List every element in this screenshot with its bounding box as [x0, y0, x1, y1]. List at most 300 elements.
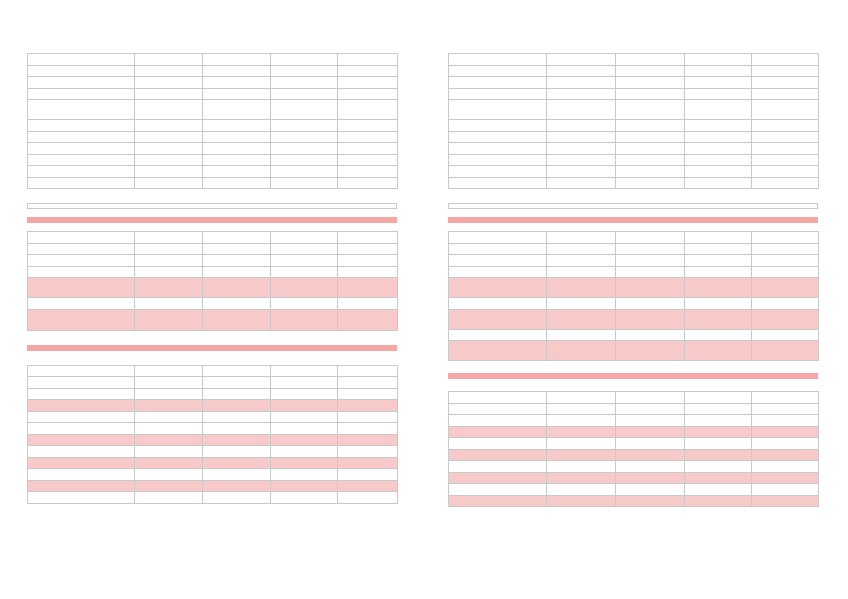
table-row	[28, 434, 398, 446]
row-label	[28, 154, 135, 166]
table-cell	[271, 423, 338, 435]
table-cell	[547, 472, 616, 484]
table-row	[28, 480, 398, 492]
table-cell	[338, 120, 398, 132]
table-cell	[135, 492, 203, 504]
table-cell	[338, 166, 398, 178]
table-row	[449, 166, 819, 178]
table-cell	[135, 266, 203, 278]
header-cell	[271, 365, 338, 377]
row-label	[28, 243, 135, 255]
table-cell	[135, 400, 203, 412]
table-cell	[752, 65, 819, 77]
table-cell	[338, 243, 398, 255]
table-cell	[203, 120, 271, 132]
row-label	[28, 266, 135, 278]
row-label	[449, 329, 547, 341]
table-row	[28, 469, 398, 481]
table-cell	[616, 298, 685, 310]
table-cell	[547, 341, 616, 361]
table-cell	[135, 77, 203, 89]
table-cell	[752, 243, 819, 255]
row-label	[449, 309, 547, 329]
table-cell	[203, 469, 271, 481]
table-cell	[135, 154, 203, 166]
header-cell	[135, 365, 203, 377]
table-row	[449, 461, 819, 473]
table-cell	[135, 131, 203, 143]
table-cell	[203, 377, 271, 389]
table-cell	[135, 166, 203, 178]
table-row	[28, 65, 398, 77]
row-label	[28, 469, 135, 481]
table-row	[449, 143, 819, 155]
header-cell	[449, 392, 547, 404]
header-cell	[547, 54, 616, 66]
row-label	[449, 298, 547, 310]
table-cell	[685, 255, 752, 267]
table-row	[449, 65, 819, 77]
table-cell	[203, 298, 271, 310]
header-cell	[28, 54, 135, 66]
row-label	[28, 457, 135, 469]
table-cell	[203, 278, 271, 298]
table-cell	[135, 177, 203, 189]
table-cell	[547, 100, 616, 120]
table-cell	[338, 388, 398, 400]
table-cell	[203, 388, 271, 400]
table-cell	[135, 469, 203, 481]
table-cell	[203, 143, 271, 155]
table-cell	[685, 438, 752, 450]
table-row	[28, 298, 398, 310]
table-cell	[135, 298, 203, 310]
table-cell	[685, 154, 752, 166]
table-row	[28, 278, 398, 298]
row-label	[449, 415, 547, 427]
table-cell	[752, 266, 819, 278]
table-cell	[752, 472, 819, 484]
table-row	[449, 100, 819, 120]
table-cell	[271, 480, 338, 492]
table-cell	[752, 278, 819, 298]
row-label	[449, 166, 547, 178]
header-cell	[135, 232, 203, 244]
table-cell	[685, 120, 752, 132]
table-cell	[135, 457, 203, 469]
table-cell	[752, 143, 819, 155]
table-row	[28, 154, 398, 166]
table-row	[28, 143, 398, 155]
table-cell	[338, 266, 398, 278]
table-cell	[616, 309, 685, 329]
table-cell	[685, 65, 752, 77]
table-cell	[338, 143, 398, 155]
table-row	[28, 243, 398, 255]
table-cell	[752, 329, 819, 341]
results-table	[27, 365, 398, 504]
table-cell	[685, 329, 752, 341]
table-row	[449, 88, 819, 100]
table-cell	[203, 166, 271, 178]
row-label	[28, 120, 135, 132]
table-row	[28, 255, 398, 267]
table-cell	[547, 461, 616, 473]
row-label	[449, 243, 547, 255]
table-cell	[203, 411, 271, 423]
table-cell	[203, 255, 271, 267]
table-cell	[616, 449, 685, 461]
row-label	[28, 400, 135, 412]
row-label	[28, 298, 135, 310]
table-cell	[338, 434, 398, 446]
table-cell	[685, 88, 752, 100]
table-cell	[271, 77, 338, 89]
table-cell	[338, 65, 398, 77]
table-cell	[685, 472, 752, 484]
table-cell	[752, 461, 819, 473]
header-row	[28, 54, 398, 66]
table-cell	[616, 143, 685, 155]
table-row	[28, 100, 398, 120]
table-cell	[338, 309, 398, 330]
table-row	[449, 403, 819, 415]
table-cell	[616, 484, 685, 496]
table-cell	[685, 415, 752, 427]
table-row	[28, 177, 398, 189]
table-cell	[271, 177, 338, 189]
table-cell	[135, 100, 203, 120]
table-cell	[203, 446, 271, 458]
header-cell	[338, 365, 398, 377]
table-cell	[547, 426, 616, 438]
table-cell	[752, 131, 819, 143]
row-label	[449, 154, 547, 166]
table-cell	[616, 154, 685, 166]
table-cell	[616, 329, 685, 341]
header-cell	[338, 54, 398, 66]
table-cell	[685, 278, 752, 298]
table-cell	[547, 243, 616, 255]
table-cell	[271, 411, 338, 423]
row-label	[449, 449, 547, 461]
table-row	[449, 278, 819, 298]
table-cell	[203, 131, 271, 143]
table-row	[28, 423, 398, 435]
row-label	[28, 423, 135, 435]
table-cell	[752, 177, 819, 189]
table-cell	[752, 100, 819, 120]
table-cell	[271, 65, 338, 77]
table-cell	[271, 298, 338, 310]
table-cell	[547, 120, 616, 132]
table-cell	[271, 446, 338, 458]
table-row	[28, 309, 398, 330]
table-row	[449, 341, 819, 361]
table-cell	[616, 438, 685, 450]
table-row	[28, 77, 398, 89]
table-row	[28, 388, 398, 400]
table-cell	[271, 100, 338, 120]
header-row	[449, 392, 819, 404]
left-panel	[27, 53, 397, 504]
table-row	[449, 298, 819, 310]
table-cell	[752, 484, 819, 496]
table-row	[449, 472, 819, 484]
row-label	[28, 166, 135, 178]
table-cell	[203, 154, 271, 166]
row-label	[28, 100, 135, 120]
table-row	[28, 411, 398, 423]
table-cell	[616, 120, 685, 132]
table-cell	[616, 495, 685, 507]
header-cell	[271, 232, 338, 244]
table-cell	[685, 166, 752, 178]
unit-cost-table	[448, 231, 819, 361]
table-row	[449, 415, 819, 427]
table-cell	[203, 400, 271, 412]
table-row	[449, 484, 819, 496]
header-cell	[449, 54, 547, 66]
row-label	[28, 411, 135, 423]
table-cell	[752, 255, 819, 267]
header-cell	[616, 392, 685, 404]
table-cell	[616, 266, 685, 278]
table-cell	[547, 309, 616, 329]
header-cell	[752, 392, 819, 404]
table-cell	[135, 388, 203, 400]
table-row	[28, 492, 398, 504]
header-cell	[752, 232, 819, 244]
product-data-table	[27, 53, 398, 189]
table-row	[28, 400, 398, 412]
row-label	[28, 377, 135, 389]
table-cell	[271, 143, 338, 155]
table-cell	[752, 449, 819, 461]
header-row	[449, 232, 819, 244]
table-cell	[338, 423, 398, 435]
table-cell	[203, 423, 271, 435]
row-label	[449, 278, 547, 298]
table-cell	[547, 255, 616, 267]
table-cell	[685, 495, 752, 507]
table-cell	[752, 88, 819, 100]
table-cell	[616, 77, 685, 89]
table-cell	[203, 480, 271, 492]
header-cell	[616, 232, 685, 244]
table-cell	[685, 403, 752, 415]
table-row	[449, 329, 819, 341]
table-cell	[752, 415, 819, 427]
table-cell	[271, 388, 338, 400]
table-cell	[547, 266, 616, 278]
right-panel	[448, 53, 818, 507]
table-cell	[271, 120, 338, 132]
table-cell	[547, 77, 616, 89]
table-cell	[135, 278, 203, 298]
table-cell	[203, 457, 271, 469]
table-cell	[752, 495, 819, 507]
table-cell	[752, 438, 819, 450]
table-cell	[271, 309, 338, 330]
table-cell	[616, 403, 685, 415]
table-cell	[203, 177, 271, 189]
row-label	[28, 309, 135, 330]
row-label	[449, 77, 547, 89]
table-cell	[135, 255, 203, 267]
table-cell	[685, 131, 752, 143]
table-cell	[338, 77, 398, 89]
table-cell	[271, 166, 338, 178]
table-cell	[203, 309, 271, 330]
table-cell	[616, 166, 685, 178]
table-cell	[616, 426, 685, 438]
table-cell	[203, 492, 271, 504]
row-label	[449, 266, 547, 278]
table-cell	[338, 278, 398, 298]
table-row	[449, 255, 819, 267]
row-label	[28, 131, 135, 143]
table-cell	[203, 243, 271, 255]
table-cell	[135, 377, 203, 389]
table-cell	[616, 100, 685, 120]
table-cell	[338, 411, 398, 423]
header-cell	[338, 232, 398, 244]
table-cell	[752, 426, 819, 438]
row-label	[449, 461, 547, 473]
table-row	[28, 120, 398, 132]
table-cell	[203, 434, 271, 446]
table-cell	[685, 100, 752, 120]
row-label	[449, 341, 547, 361]
row-label	[449, 88, 547, 100]
table-cell	[547, 65, 616, 77]
table-cell	[547, 154, 616, 166]
row-label	[28, 255, 135, 267]
table-cell	[752, 403, 819, 415]
table-cell	[685, 143, 752, 155]
table-row	[449, 438, 819, 450]
header-cell	[752, 54, 819, 66]
row-label	[449, 65, 547, 77]
table-cell	[616, 472, 685, 484]
table-cell	[135, 309, 203, 330]
table-cell	[135, 143, 203, 155]
table-row	[449, 131, 819, 143]
table-cell	[616, 278, 685, 298]
table-cell	[338, 400, 398, 412]
table-cell	[685, 341, 752, 361]
row-label	[449, 131, 547, 143]
table-cell	[338, 100, 398, 120]
table-cell	[685, 426, 752, 438]
header-cell	[685, 392, 752, 404]
table-cell	[616, 88, 685, 100]
row-label	[449, 495, 547, 507]
row-label	[28, 88, 135, 100]
table-row	[449, 449, 819, 461]
table-cell	[203, 266, 271, 278]
table-cell	[752, 309, 819, 329]
table-cell	[616, 415, 685, 427]
table-cell	[547, 449, 616, 461]
row-label	[28, 388, 135, 400]
table-cell	[547, 403, 616, 415]
table-row	[449, 177, 819, 189]
table-cell	[616, 131, 685, 143]
table-cell	[271, 457, 338, 469]
table-cell	[135, 423, 203, 435]
table-cell	[135, 65, 203, 77]
table-cell	[271, 278, 338, 298]
header-cell	[28, 365, 135, 377]
table-cell	[685, 484, 752, 496]
row-label	[28, 65, 135, 77]
table-cell	[547, 143, 616, 155]
table-row	[449, 426, 819, 438]
table-row	[28, 88, 398, 100]
header-cell	[28, 232, 135, 244]
table-cell	[616, 243, 685, 255]
table-cell	[271, 400, 338, 412]
table-cell	[338, 457, 398, 469]
table-cell	[616, 65, 685, 77]
header-cell	[685, 232, 752, 244]
table-cell	[547, 131, 616, 143]
header-row	[28, 232, 398, 244]
table-cell	[271, 131, 338, 143]
table-cell	[271, 243, 338, 255]
table-cell	[203, 88, 271, 100]
table-cell	[135, 480, 203, 492]
table-cell	[547, 88, 616, 100]
table-cell	[135, 411, 203, 423]
table-cell	[338, 480, 398, 492]
row-label	[449, 255, 547, 267]
row-label	[449, 143, 547, 155]
row-label	[449, 100, 547, 120]
table-cell	[752, 298, 819, 310]
header-cell	[271, 54, 338, 66]
table-cell	[685, 461, 752, 473]
table-cell	[547, 415, 616, 427]
row-label	[28, 143, 135, 155]
table-cell	[685, 449, 752, 461]
table-row	[449, 243, 819, 255]
table-cell	[338, 88, 398, 100]
header-cell	[203, 232, 271, 244]
header-cell	[135, 54, 203, 66]
table-cell	[135, 120, 203, 132]
table-cell	[547, 177, 616, 189]
table-row	[28, 377, 398, 389]
table-cell	[752, 154, 819, 166]
header-cell	[547, 232, 616, 244]
row-label	[28, 434, 135, 446]
table-cell	[752, 120, 819, 132]
table-cell	[616, 255, 685, 267]
row-label	[449, 120, 547, 132]
table-cell	[203, 65, 271, 77]
header-cell	[547, 392, 616, 404]
table-cell	[685, 243, 752, 255]
table-cell	[135, 243, 203, 255]
table-row	[449, 77, 819, 89]
table-cell	[338, 298, 398, 310]
table-cell	[338, 377, 398, 389]
table-cell	[685, 77, 752, 89]
table-row	[28, 131, 398, 143]
